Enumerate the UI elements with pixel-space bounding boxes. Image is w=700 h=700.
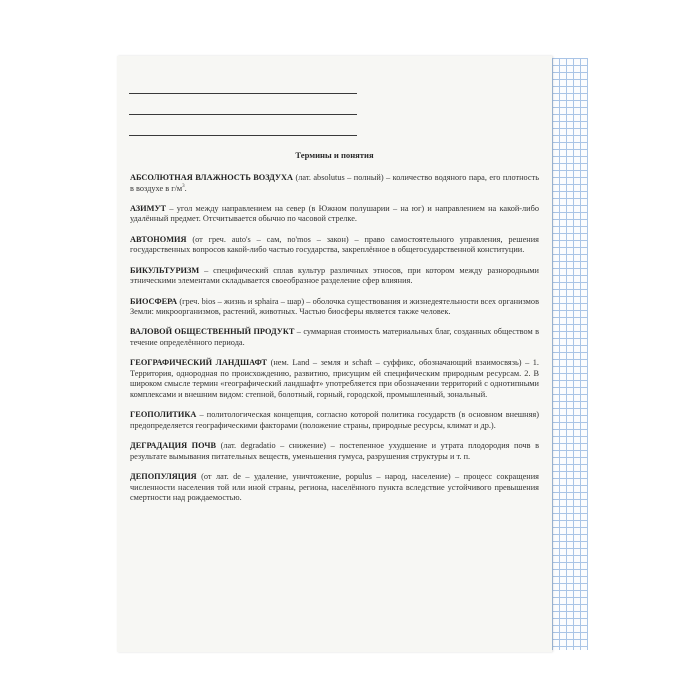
term-entry [130, 173, 539, 194]
term-entry [130, 266, 539, 287]
term-entry [130, 358, 539, 400]
term-entry [130, 235, 539, 256]
term-name: АБСОЛЮТНАЯ ВЛАЖНОСТЬ ВОЗДУХА [130, 173, 294, 182]
term-definition: – специфический сплав культур различных этносов, при котором между разнородными этническими элементами складывается своеобразное разделение сфер влияния. [130, 265, 539, 286]
term-entry [130, 441, 539, 462]
term-definition: (греч. bios – жизнь и sphaira – шар) – оболочка существования и жизнедеятельности всех организмов Земли: микроорганизмов, растений, животных. Частью биосферы является также человек. [130, 296, 539, 317]
term-entry [130, 327, 539, 348]
writing-line-1 [129, 93, 357, 94]
term-name: ВАЛОВОЙ ОБЩЕСТВЕННЫЙ ПРОДУКТ [130, 327, 295, 337]
term-name: БИОСФЕРА [130, 296, 178, 306]
grid-paper-edge [552, 58, 588, 650]
writing-line-3 [129, 135, 357, 136]
term-definition: – суммарная стоимость материальных благ, созданных обществом в течение определённого периода. [130, 327, 539, 347]
term-name: АЗИМУТ [130, 203, 167, 213]
term-definition: – политологическая концепция, согласно которой политика государств (в основном внешняя) предопределяется географическими факторами (положение страны, природные ресурсы, климат и др.). [130, 410, 539, 430]
term-superscript: 3 [182, 183, 185, 189]
term-name: ДЕГРАДАЦИЯ ПОЧВ [130, 441, 217, 451]
term-definition: (от греч. auto's – сам, no'mos – закон) – право самостоятельного управления, решения государственных вопросов какой-либо частью государства, закреплённое в общегосударственной конституции. [130, 234, 539, 255]
term-name: ГЕОГРАФИЧЕСКИЙ ЛАНДШАФТ [130, 358, 268, 368]
term-entry [130, 410, 539, 431]
term-definition: (нем. Land – земля и schaft – суффикс, обозначающий взаимосвязь) – 1. Территория, однородная по происхождению, развитию, присущим ей специфическим природным ресурсам. 2. В широком смысле термин «географический ландшафт» употребляется при обозначении территорий с однотипными комплексами и внешним видом: степной, болотный, горный, городской, промышленный, зональный. [130, 358, 539, 400]
term-name: ДЕПОПУЛЯЦИЯ [130, 472, 197, 482]
term-definition: (лат. absolutus – полный) – количество водяного пара, его плотность в воздухе в г/м [130, 173, 539, 193]
notebook-back-cover [117, 56, 552, 652]
term-name: АВТОНОМИЯ [130, 234, 187, 244]
term-entry [130, 204, 539, 225]
term-name: ГЕОПОЛИТИКА [130, 410, 197, 420]
term-name: БИКУЛЬТУРИЗМ [130, 265, 200, 275]
writing-line-2 [129, 114, 357, 115]
term-definition: (от лат. de – удаление, уничтожение, populus – народ, население) – процесс сокращения численности населения той или иной страны, региона, населённого пункта вследствие устойчивого превышения смертности над рождаемостью. [130, 472, 539, 503]
term-definition-end: . [184, 183, 187, 193]
term-entry [130, 472, 539, 504]
page-title: Термины и понятия [295, 150, 374, 160]
terms-list [130, 173, 539, 514]
term-definition: (лат. degradatio – снижение) – постепенное ухудшение и утрата плодородия почв в результате вымывания питательных веществ, уменьшения гумуса, разрушения структуры и т. п. [130, 441, 540, 461]
term-definition: – угол между направлением на север (в Южном полушарии – на юг) и направлением на какой-либо удалённый предмет. Отсчитывается обычно по часовой стрелке. [130, 203, 539, 224]
term-entry [130, 297, 539, 318]
